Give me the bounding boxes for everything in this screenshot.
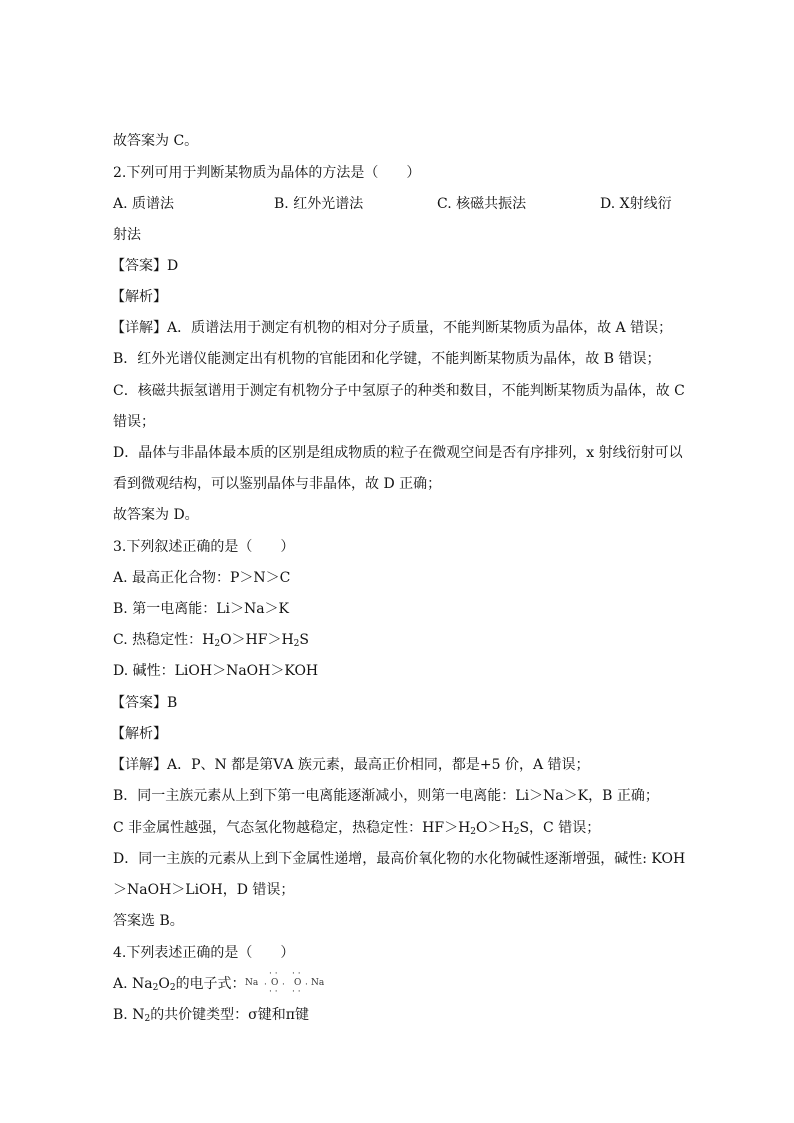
q2-detail-c: C．核磁共振氢谱用于测定有机物分子中氢原子的种类和数目，不能判断某物质为晶体，故 C bbox=[113, 383, 685, 399]
ef-na-right: Na bbox=[311, 978, 325, 988]
q4-option-b: B. $N_2$的共价键类型：σ键和π键 bbox=[113, 1007, 309, 1024]
q3-option-b: B. 第一电离能：Li＞Na＞K bbox=[113, 601, 290, 617]
q2-detail-d: D．晶体与非晶体最本质的区别是组成物质的粒子在微观空间是否有序排列，x 射线衍射可以 bbox=[113, 445, 683, 461]
ef-o1-bottom-dots: · · bbox=[269, 987, 278, 997]
q3-detail-a: 【详解】A．P、N 都是第ⅤA 族元素，最高正价相同，都是+5 价，A 错误； bbox=[111, 757, 590, 773]
ef-o2-bottom-dots: · · bbox=[292, 987, 301, 997]
q2-option-d: D. X射线衍 bbox=[600, 196, 672, 212]
ef-dot-right: · bbox=[305, 980, 308, 990]
electron-formula-figure bbox=[243, 968, 329, 996]
q2-detail-b: B．红外光谱仪能测定出有机物的官能团和化学键，不能判断某物质为晶体，故 B 错误； bbox=[113, 351, 661, 367]
q2-detail-c-continued: 错误； bbox=[113, 414, 155, 430]
q2-analysis-heading: 【解析】 bbox=[111, 289, 167, 305]
question-2: 2.下列可用于判断某物质为晶体的方法是（ ） bbox=[113, 165, 421, 181]
q2-answer: 【答案】D bbox=[111, 258, 179, 274]
q3-option-d: D. 碱性：LiOH＞NaOH＞KOH bbox=[113, 663, 319, 679]
q3-option-a: A. 最高正化合物：P＞N＞C bbox=[113, 570, 291, 586]
ef-o2: O bbox=[294, 978, 302, 988]
q3-detail-c: C 非金属性越强，气态氢化物越稳定，热稳定性：$HF>H_2O>H_2S$，C 错误； bbox=[113, 820, 601, 837]
q4-option-a: A. $Na_2O_2$的电子式： bbox=[113, 976, 246, 993]
q3-detail-b: B．同一主族元素从上到下第一电离能逐渐减小，则第一电离能：Li＞Na＞K，B 正确； bbox=[113, 788, 659, 804]
q3-detail-d-continued: ＞NaOH＞LiOH，D 错误； bbox=[113, 882, 295, 898]
ef-o1: O bbox=[271, 978, 279, 988]
q2-option-a: A. 质谱法 bbox=[113, 196, 175, 212]
question-3: 3.下列叙述正确的是（ ） bbox=[113, 539, 295, 555]
q3-analysis-heading: 【解析】 bbox=[111, 726, 167, 742]
q2-detail-d-continued: 看到微观结构，可以鉴别晶体与非晶体，故 D 正确； bbox=[113, 476, 442, 492]
q3-option-c: C. 热稳定性：$H_2O>HF>H_2S$ bbox=[113, 632, 309, 649]
q2-option-c: C. 核磁共振法 bbox=[437, 196, 527, 212]
q3-conclusion: 答案选 B。 bbox=[113, 913, 184, 929]
q2-conclusion: 故答案为 D。 bbox=[113, 507, 199, 523]
ef-o1-top-dots: · · bbox=[269, 969, 278, 979]
q3-detail-d: D．同一主族的元素从上到下金属性递增，最高价氧化物的水化物碱性逐渐增强，碱性: KOH bbox=[113, 851, 686, 867]
q2-option-d-continued: 射法 bbox=[113, 227, 141, 243]
q2-detail-a: 【详解】A．质谱法用于测定有机物的相对分子质量，不能判断某物质为晶体，故 A 错误； bbox=[111, 320, 673, 336]
ef-na-left: Na bbox=[245, 978, 259, 988]
q2-option-b: B. 红外光谱法 bbox=[274, 196, 364, 212]
ef-o2-top-dots: · · bbox=[292, 969, 301, 979]
ef-dot-left: · bbox=[264, 980, 267, 990]
ef-dot-mid: · bbox=[282, 980, 285, 990]
question-4: 4.下列表述正确的是（ ） bbox=[113, 945, 295, 961]
answer-line-q1: 故答案为 C。 bbox=[113, 133, 199, 149]
q3-answer: 【答案】B bbox=[111, 695, 178, 711]
